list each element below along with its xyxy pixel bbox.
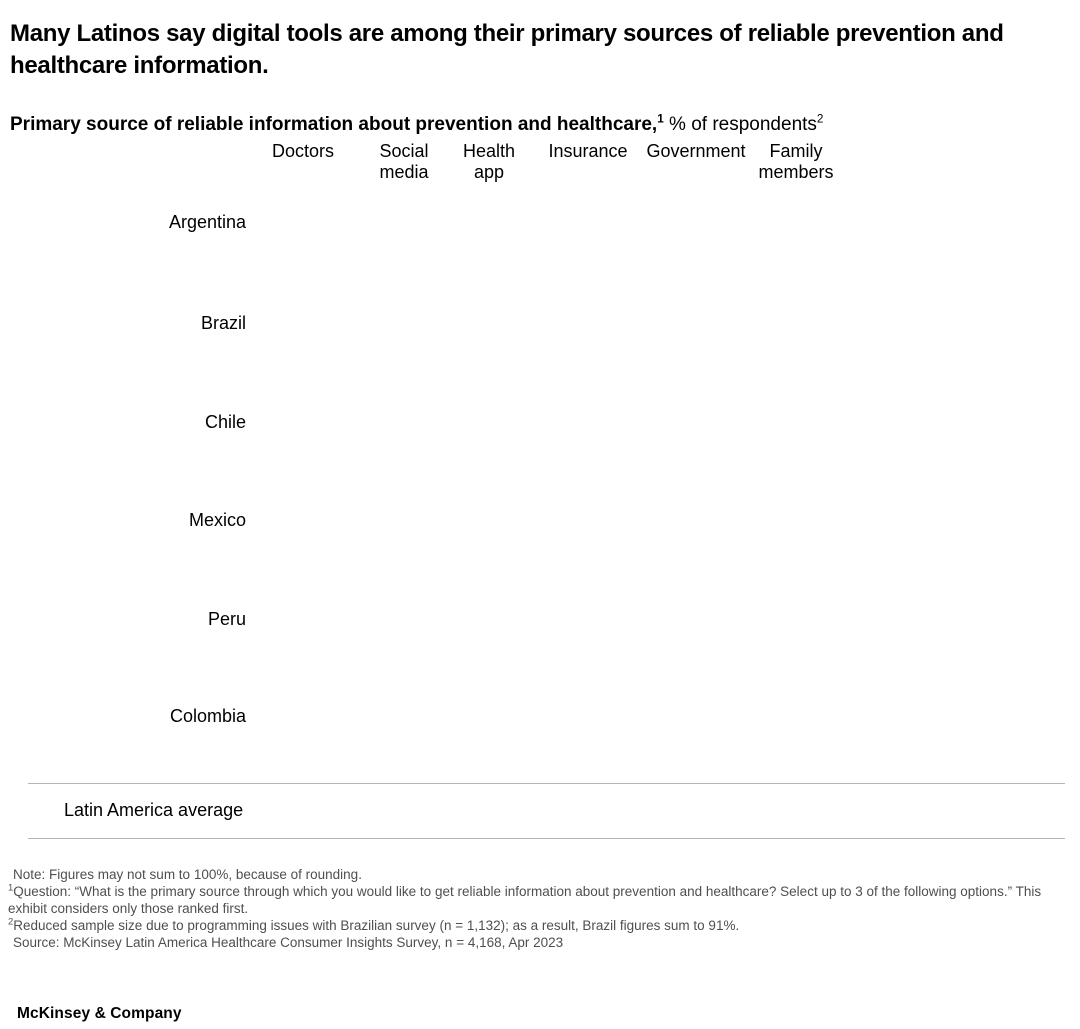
row-label-colombia: Colombia xyxy=(169,706,246,726)
footnote-1-marker: 1 xyxy=(8,882,14,894)
page-title: Many Latinos say digital tools are among their primary sources of reliable prevention and healthcare information. xyxy=(10,20,1004,80)
footnote-source-text: Source: McKinsey Latin America Healthcare Consumer Insights Survey, n = 4,168, Apr 2023 xyxy=(13,935,564,950)
column-header-government: Government xyxy=(646,141,746,161)
column-header-family-members: Family members xyxy=(758,141,834,182)
subtitle-footnote-marker-1: 1 xyxy=(657,112,664,126)
footnote-note-text: Note: Figures may not sum to 100%, because of rounding. xyxy=(13,867,362,882)
row-label-mexico: Mexico xyxy=(188,510,246,530)
footnotes xyxy=(8,866,1070,951)
footnote-1-text: Question: “What is the primary source through which you would like to get reliable information about prevention and healthcare? Select up to 3 of the following options.” This exhibit considers only those ranked first. xyxy=(8,884,1042,916)
average-divider-top xyxy=(28,783,1065,784)
row-label-brazil: Brazil xyxy=(200,313,246,333)
footnote-note xyxy=(8,866,1070,883)
footnote-2-marker: 2 xyxy=(8,916,14,928)
mckinsey-logo: McKinsey & Company xyxy=(17,1005,182,1022)
footnote-2-text: Reduced sample size due to programming issues with Brazilian survey (n = 1,132); as a result, Brazil figures sum to 91%. xyxy=(13,918,740,933)
footnote-2 xyxy=(8,917,1070,934)
subtitle-bold-text: Primary source of reliable information about prevention and healthcare, xyxy=(10,114,658,135)
row-label-chile: Chile xyxy=(204,412,246,432)
column-header-social-media: Social media xyxy=(379,141,429,182)
column-header-insurance: Insurance xyxy=(548,141,628,161)
average-divider-bottom xyxy=(28,838,1065,839)
footnote-1 xyxy=(8,883,1070,917)
row-label-argentina: Argentina xyxy=(168,212,246,232)
subtitle-regular-text: % of respondents xyxy=(663,114,817,135)
row-label-peru: Peru xyxy=(207,609,246,629)
column-header-health-app: Health app xyxy=(462,141,516,182)
row-label-latin-america-average: Latin America average xyxy=(64,800,244,820)
subtitle-footnote-marker-2: 2 xyxy=(816,112,824,126)
exhibit-subtitle xyxy=(10,112,823,137)
footnote-source xyxy=(8,934,1070,951)
column-header-doctors: Doctors xyxy=(271,141,335,161)
